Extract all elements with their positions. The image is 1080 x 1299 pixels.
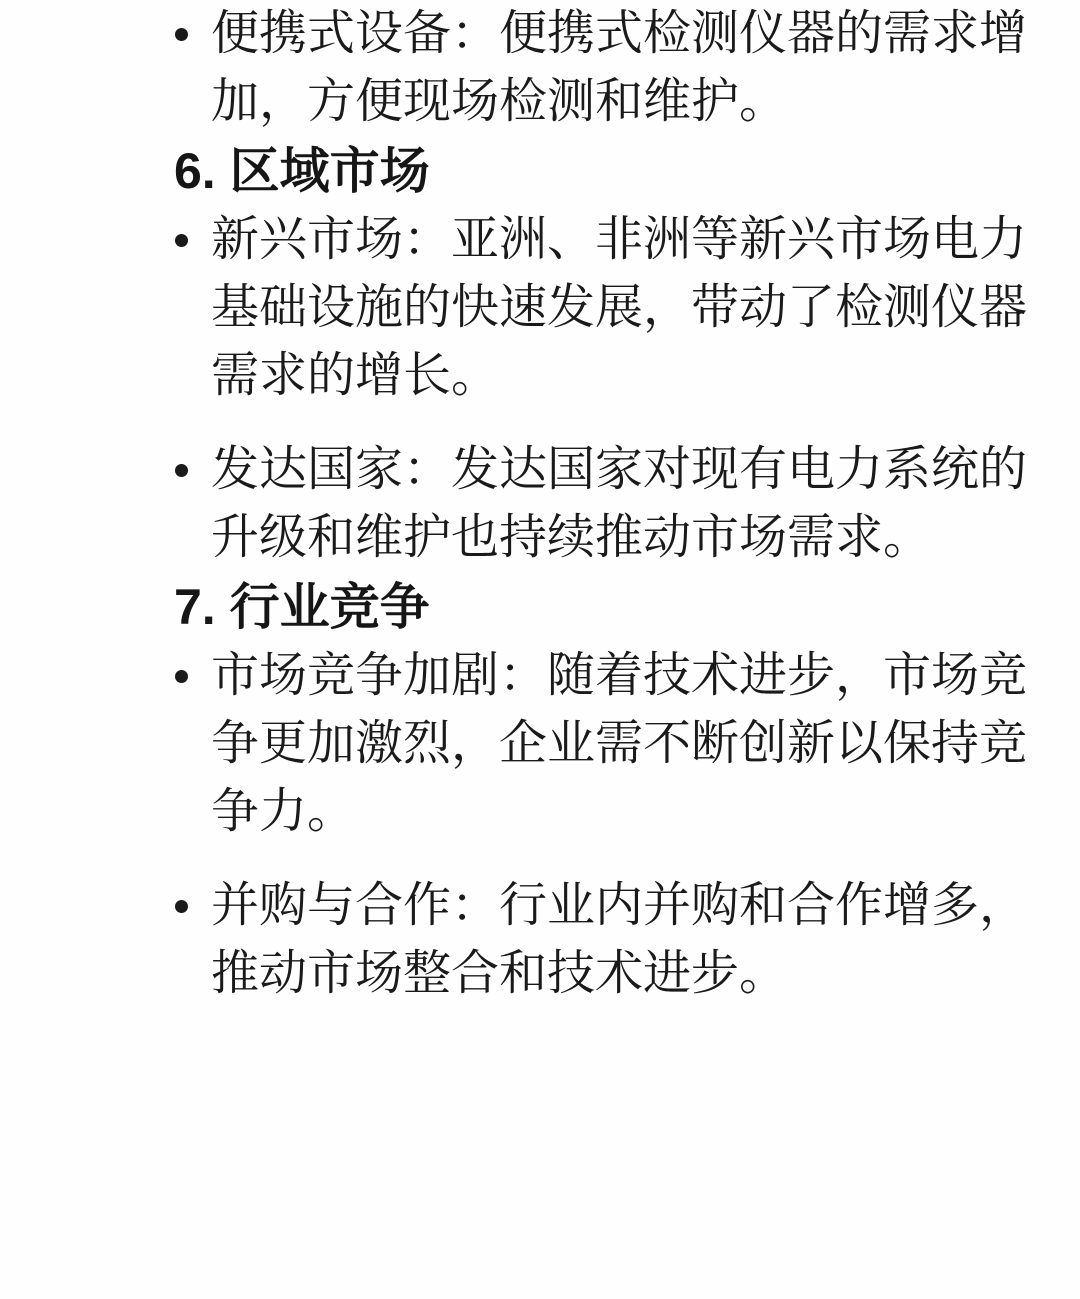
- bullet-text: 新兴市场：亚洲、非洲等新兴市场电力基础设施的快速发展，带动了检测仪器需求的增长。: [211, 213, 1028, 402]
- list-item: [174, 872, 1040, 1008]
- section-heading-regional-market: 6. 区域市场: [174, 143, 430, 199]
- bullet-dot-icon: [175, 234, 188, 247]
- section-heading-industry-competition: 7. 行业竞争: [174, 579, 430, 635]
- list-item: [174, 0, 1040, 136]
- bullet-dot-icon: [175, 670, 188, 683]
- bullet-text: 市场竞争加剧：随着技术进步，市场竞争更加激烈，企业需不断创新以保持竞争力。: [211, 649, 1028, 838]
- list-item: [174, 206, 1040, 410]
- bullet-text: 并购与合作：行业内并购和合作增多，推动市场整合和技术进步。: [211, 879, 1028, 1000]
- bullet-text: 便携式设备：便携式检测仪器的需求增加，方便现场检测和维护。: [211, 7, 1028, 128]
- bullet-list-intro: [174, 0, 1040, 136]
- bullet-list-regional-market: [174, 206, 1040, 572]
- list-item: [174, 436, 1040, 572]
- list-item: [174, 642, 1040, 846]
- bullet-dot-icon: [175, 28, 188, 41]
- bullet-dot-icon: [175, 464, 188, 477]
- bullet-text: 发达国家：发达国家对现有电力系统的升级和维护也持续推动市场需求。: [211, 443, 1028, 564]
- bullet-dot-icon: [175, 900, 188, 913]
- document-content: [174, 0, 1040, 1008]
- bullet-list-industry-competition: [174, 642, 1040, 1008]
